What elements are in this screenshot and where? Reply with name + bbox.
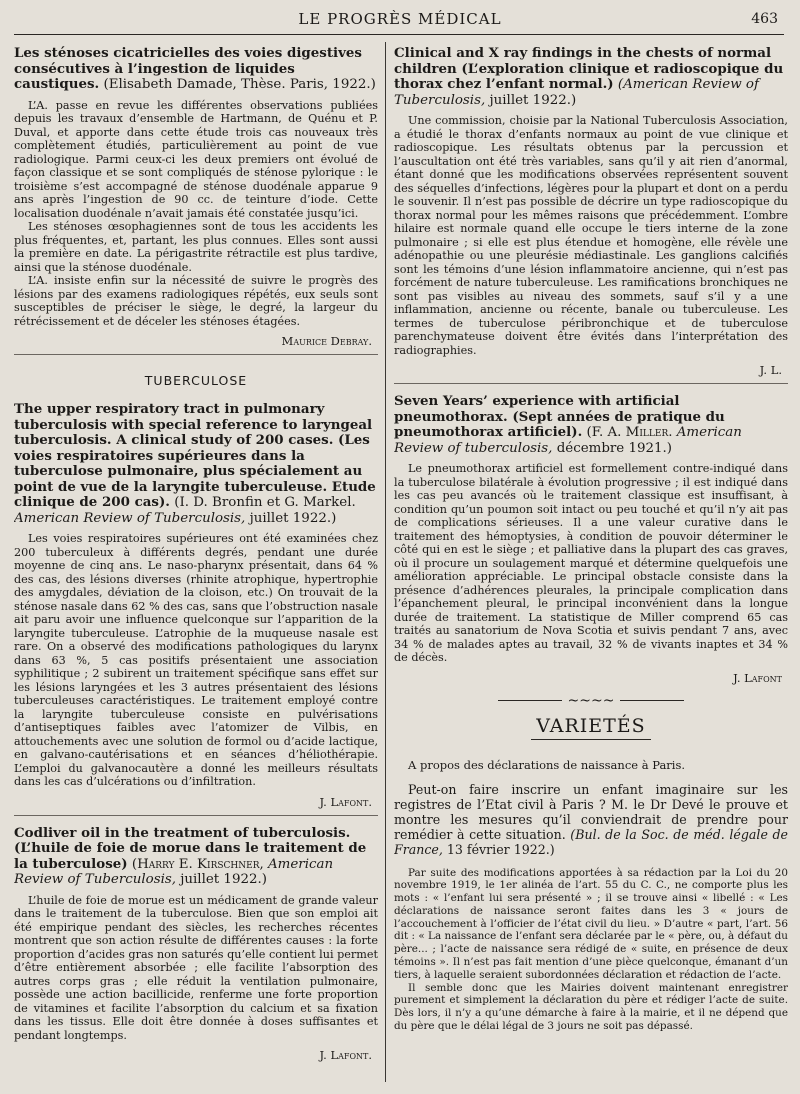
journal-title: LE PROGRÈS MÉDICAL xyxy=(298,10,502,28)
article-signature: J. Lafont xyxy=(733,670,782,685)
article-title xyxy=(14,402,378,526)
article-stenoses xyxy=(14,46,378,348)
article-title xyxy=(394,394,788,456)
article-title xyxy=(394,46,788,108)
article-journal: American Review of Tuberculosis, xyxy=(14,856,334,887)
header-rule xyxy=(14,34,784,35)
varietes-lead xyxy=(394,782,788,857)
varietes-heading: VARIETÉS xyxy=(536,714,646,737)
article-journal: American Review of Tuberculosis, xyxy=(14,510,246,526)
lead-reference: (Bul. de la Soc. de méd. légale de France, xyxy=(394,826,788,857)
paragraph: L’huile de foie de morue est un médicament de grande valeur dans le traitement de la tuberculose. Bien que son emploi ait été empirique pendant des siècles, les recherches récentes montrent que son action résulte de différentes causes : la forte proportion d’acides gras non saturés qu’elle contient lui permet d’être entièrement absorbée ; elle facilite l’absorption des autres corps gras ; elle réduit la ventilation pulmonaire, possède une action bacillicide, renferme une forte proportion de vitamines et facilite l’absorption du calcium et sa fixation dans les tissus. Elle doit être donnée à doses suffisantes et pendant longtemps. xyxy=(14,893,378,1042)
paragraph: Les voies respiratoires supérieures ont été examinées chez 200 tuberculeux à différents degrés, pendant une durée moyenne de cinq ans. Le naso-pharynx présentait, dans 64 % des cas, des lésions diverses (rhinite atrophique, hypertrophie des amygdales, déviation de la cloison, etc.) On trouvait de la sténose nasale dans 62 % des cas, sans que l’obstruction nasale ait paru avoir une influence quelconque sur l’apparition de la laryngite tuberculeuse. L’atrophie de la muqueuse nasale est rare. On a observé des modifications pathologiques du larynx dans 63 %, 5 cas positifs présentaient une association syphilitique ; 2 subirent un traitement spécifique sans effet sur les lésions laryngées et les 3 autres présentaient des lésions tuberculeuses caractéristiques. Le traitement employé contre la laryngite tuberculeuse consiste en pulvérisations d’antiseptiques faibles avec l’atomizer de Vilbis, en attouchements avec une solution de formol ou d’acide lactique, en galvano-cautérisations et en séances d’héliothérapie. L’emploi du galvanocautère a donné les meilleurs résultats dans les cas d’ulcérations ou d’infiltration. xyxy=(14,532,378,788)
paragraph: L’A. insiste enfin sur la nécessité de suivre le progrès des lésions par des examens radiologiques répétés, eux seuls sont susceptibles de préciser le siège, le degré, la largeur du rétrécissement et de déceler les sténoses étagées. xyxy=(14,274,378,328)
article-codliver-oil xyxy=(14,826,378,1063)
article-signature: J. L. xyxy=(759,363,782,377)
article-title-main: Les sténoses cicatricielles des voies digestives consécutives à l’ingestion de liquides caustiques. xyxy=(14,45,362,92)
article-body xyxy=(394,462,788,665)
article-date: juillet 1922.) xyxy=(180,872,267,887)
paragraph: Une commission, choisie par la National Tuberculosis Association, a étudié le thorax d’enfants normaux au point de vue clinique et radioscopique. Les résultats obtenus par la percussion et l’auscultation ont été très variables, sans qu’il y ait rien d’anormal, étant donné que les modifications observées représentent souvent des séquelles d’infections, légères pour la plupart et dont on a perdu le souvenir. Il n’est pas possible de décrire un type radioscopique du thorax normal pour les mêmes raisons que précédemment. L’ombre hilaire est normale quand elle occupe le tiers interne de la zone pulmonaire ; si elle est plus étendue et homogène, elle révèle une adénopathie ou une pleurésie médiastinale. Les ganglions calcifiés sont les témoins d’une lésion inflammatoire ancienne, qui n’est pas forcément de nature tuberculeuse. Les ramifications bronchiques ne sont pas visibles au niveau des sommets, sauf s’il y a une inflammation, ancienne ou récente, banale ou tuberculeuse. Les termes de tuberculose péribronchique et de tuberculose parenchymateuse doivent être évités dans l’interprétation des radiographies. xyxy=(394,114,788,357)
ornament-flourish: ~~~~ xyxy=(567,692,615,709)
article-date: décembre 1921.) xyxy=(556,440,673,456)
article-journal: (American Review of Tuberculosis, xyxy=(394,77,759,108)
ornament-line xyxy=(620,700,684,701)
article-reference: (Elisabeth Damade, Thèse. Paris, 1922.) xyxy=(103,77,376,92)
article-date: juillet 1922.) xyxy=(489,92,577,108)
ornament-line xyxy=(498,700,562,701)
paragraph: L’A. passe en revue les différentes observations publiées depuis les travaux d’ensemble de Hartmann, de Quénu et P. Duval, et apporte dans cette étude trois cas nouveaux très complètement étudiés, particulièrement au point de vue radiologique. Parmi ceux-ci les deux premiers ont évolué de façon classique et se sont compliqués de sténose pylorique : le troisième s’est accompagné de sténose duodénale apparue 9 ans après l’ingestion de 90 cc. de teinture d’iode. Cette localisation duodénale n’avait jamais été constatée jusqu’ici. xyxy=(14,98,378,220)
article-signature: Maurice Debray. xyxy=(281,334,372,348)
left-column xyxy=(14,44,378,1082)
page-number: 463 xyxy=(751,11,778,27)
article-date: juillet 1922.) xyxy=(249,510,337,526)
article-body xyxy=(14,99,378,329)
varietes-body xyxy=(394,867,788,1033)
article-title xyxy=(14,826,378,888)
section-divider xyxy=(14,815,378,816)
section-divider xyxy=(394,383,788,384)
column-separator xyxy=(385,42,386,1082)
article-journal: American Review of tuberculosis, xyxy=(394,425,742,456)
article-title xyxy=(14,46,378,93)
paragraph: Le pneumothorax artificiel est formellement contre-indiqué dans la tuberculose bilatérale à évolution progressive ; il est indiqué dans les cas peu avancés où le traitement classique est insuffisant, à condition qu’un poumon soit intact ou peu touché et qu’il n’y ait pas de complications sérieuses. Il a une valeur curative dans le traitement des hémoptysies, à condition de pouvoir déterminer le côté qui en est le siège ; et palliative dans la plupart des cas graves, où il procure un soulagement marqué et détermine quelquefois une amélioration appréciable. Le principal obstacle consiste dans la présence d’adhérences pleurales, la principale complication dans l’épanchement pleural, le principal inconvénient dans la longue durée de traitement. La statistique de Miller comprend 65 cas traités au sanatorium de Nova Scotia et suivis pendant 7 ans, avec 34 % de malades aptes au travail, 32 % de vivants inaptes et 34 % de décès. xyxy=(394,462,788,664)
section-divider xyxy=(14,354,378,355)
article-reference: (Harry E. Kirschner, xyxy=(131,856,264,872)
paragraph: Il semble donc que les Mairies doivent maintenant enregistrer purement et simplement la déclaration du père et rédiger l’acte de suite. Dès lors, il n’y a qu’une démarche à faire à la mairie, et il ne dépend que du père que le délai légal de 3 jours ne soit pas dépassé. xyxy=(394,981,788,1033)
article-reference: (I. D. Bronfin et G. Markel. xyxy=(174,495,356,510)
article-title-main: The upper respiratory tract in pulmonary tuberculosis with special reference to laryngeal tuberculosis. A clinical study of 200 cases. (Les voies respiratoires supérieures dans la tuberculose pulmonaire, plus spécialement au point de vue de la laryngite tuberculeuse. Etude clinique de 200 cas). xyxy=(14,401,376,510)
article-pneumothorax xyxy=(394,394,788,685)
article-signature: J. Lafont. xyxy=(319,1048,372,1062)
varietes-subheading: A propos des déclarations de naissance à Paris. xyxy=(408,757,686,772)
paragraph: Par suite des modifications apportées à sa rédaction par la Loi du 20 novembre 1919, le 1er alinéa de l’art. 55 du C. C., ne comporte plus les mots : « l’enfant lui sera présenté » ; il se trouve ainsi « libellé : « Les déclarations de naissance seront faites dans les 3 « jours de l’accouchement à l’officier de l’état civil du lieu. » D’autre « part, l’art. 56 dit : « La naissance de l’enfant sera déclarée par le « père, ou, à défaut du père... ; l’acte de naissance sera rédigé de « suite, en présence de deux témoins ». Il n’est pas fait mention d’une pièce quelconque, émanant d’un tiers, à laquelle seraient subordonnées déclaration et rédaction de l’acte. xyxy=(394,866,788,981)
article-reference: (F. A. Miller. xyxy=(586,425,673,440)
lead-date: 13 février 1922.) xyxy=(446,841,555,857)
article-title-main: Codliver oil in the treatment of tuberculosis. (L’huile de foie de morue dans le traitement de la tuberculose) xyxy=(14,824,367,872)
paragraph: Les sténoses œsophagiennes sont de tous les accidents les plus fréquentes, et, partant, les plus connues. Elles sont aussi la première en date. La périgastrite rétractile est plus tardive, ainsi que la sténose duodénale. xyxy=(14,220,378,274)
ornament-rule xyxy=(394,693,788,709)
article-upper-respiratory xyxy=(14,402,378,809)
article-body xyxy=(14,532,378,789)
article-body xyxy=(394,114,788,357)
article-body xyxy=(14,894,378,1043)
article-title-main: Clinical and X ray findings in the chests of normal children (L’exploration clinique et radioscopique du thorax chez l’enfant normal.) xyxy=(394,45,784,92)
right-column xyxy=(394,44,788,1082)
section-heading: TUBERCULOSE xyxy=(144,373,248,388)
article-normal-children xyxy=(394,46,788,377)
article-signature: J. Lafont. xyxy=(319,794,372,809)
article-title-main: Seven Years’ experience with artificial pneumothorax. (Sept années de pratique du pneumothorax artificiel). xyxy=(394,393,725,440)
running-header xyxy=(0,8,800,32)
heading-underline xyxy=(531,739,651,740)
lead-text: Peut-on faire inscrire un enfant imaginaire sur les registres de l’Etat civil à Paris ? M. le Dr Devé le prouve et montre les mesures qu’il conviendrait de prendre pour remédier à cette situation. xyxy=(394,781,788,842)
